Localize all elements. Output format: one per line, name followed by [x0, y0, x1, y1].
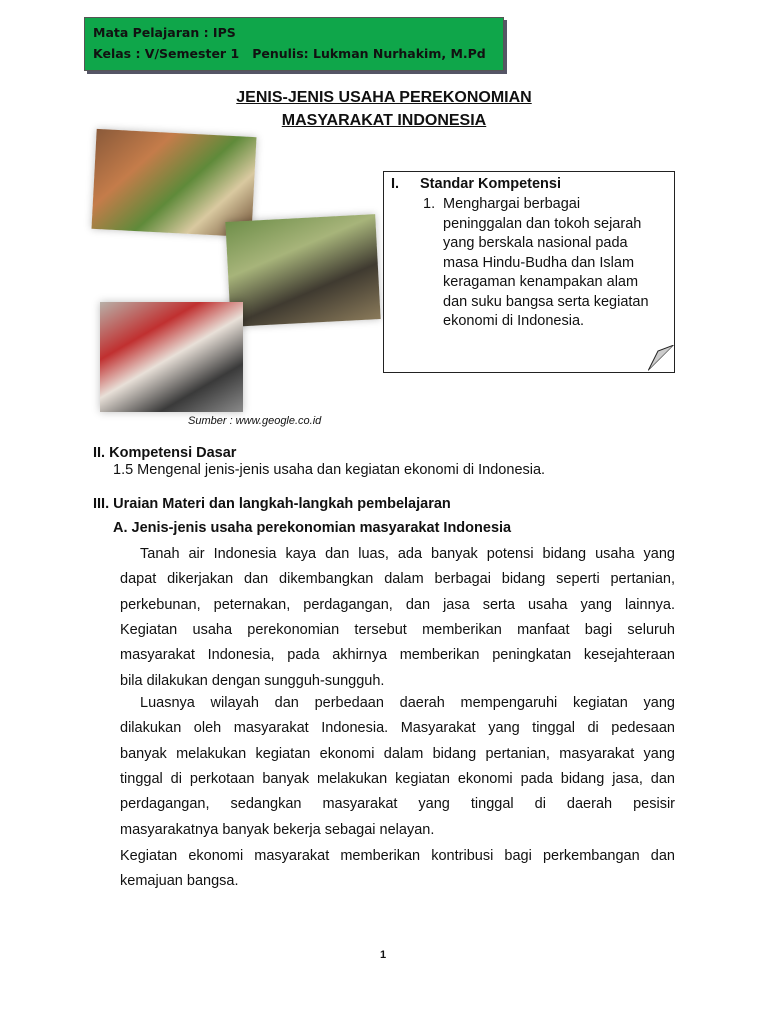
- standar-num: I.: [391, 176, 400, 192]
- paragraph-line: Tanah air Indonesia kaya dan luas, ada banyak potensi bidang usaha yang: [140, 546, 675, 562]
- standar-line: Menghargai berbagai: [443, 196, 581, 212]
- paragraph-line: dapat dikerjakan dan dikembangkan dalam berbagai bidang seperti pertanian,: [120, 571, 675, 588]
- standar-line: masa Hindu-Budha dan Islam: [443, 254, 635, 271]
- standar-item-num: 1.: [423, 196, 436, 212]
- uraian-heading: III. Uraian Materi dan langkah-langkah pembelajaran: [93, 496, 451, 512]
- paragraph-line: masyarakatnya banyak bekerja sebagai nelayan.: [120, 821, 435, 838]
- farmers-buffalo-photo: [225, 214, 380, 327]
- paragraph-line: Luasnya wilayah dan perbedaan daerah mempengaruhi kegiatan yang: [140, 695, 675, 711]
- paragraph-line: Kegiatan ekonomi masyarakat memberikan kontribusi bagi perkembangan dan: [120, 848, 675, 864]
- standar-line: ekonomi di Indonesia.: [443, 313, 585, 329]
- standar-heading: Standar Kompetensi: [420, 176, 561, 192]
- class-author-label: Kelas : V/Semester 1 Penulis: Lukman Nurhakim, M.Pd: [93, 46, 486, 61]
- subject-label: Mata Pelajaran : IPS: [93, 25, 236, 40]
- paragraph-line: perdagangan, sedangkan masyarakat yang tinggal di daerah pesisir: [120, 796, 675, 813]
- subject-header-box: [84, 17, 504, 71]
- page-title-line2: MASYARAKAT INDONESIA: [281, 112, 487, 129]
- paragraph-line: masyarakat Indonesia, pada akhirnya memberikan peningkatan kesejahteraan: [120, 647, 675, 664]
- paragraph-line: tinggal di perkotaan banyak melakukan kegiatan ekonomi pada bidang jasa, dan: [120, 770, 675, 787]
- standar-line: dan suku bangsa serta kegiatan: [443, 293, 649, 310]
- kd-heading: II. Kompetensi Dasar: [93, 445, 237, 461]
- paragraph-line: Kegiatan usaha perekonomian tersebut memberikan manfaat bagi seluruh: [120, 621, 675, 638]
- kd-item: 1.5 Mengenal jenis-jenis usaha dan kegiatan ekonomi di Indonesia.: [113, 462, 546, 478]
- standar-line: keragaman kenampakan alam: [443, 274, 639, 290]
- paragraph-line: banyak melakukan kegiatan ekonomi dalam bidang pertanian, masyarakat yang: [120, 745, 675, 762]
- becak-photo: [100, 302, 243, 412]
- image-caption: Sumber : www.geogle.co.id: [188, 415, 322, 427]
- standar-line: yang berskala nasional pada: [443, 235, 628, 251]
- page-title-line1: JENIS-JENIS USAHA PEREKONOMIAN: [236, 89, 532, 106]
- paragraph-line: dilakukan oleh masyarakat Indonesia. Masyarakat yang tinggal di pedesaan: [120, 720, 675, 737]
- page-curl-icon: [648, 345, 674, 371]
- section-a-heading: A. Jenis-jenis usaha perekonomian masyarakat Indonesia: [113, 520, 512, 536]
- standar-line: peninggalan dan tokoh sejarah: [443, 215, 642, 232]
- paragraph-line: bila dilakukan dengan sungguh-sungguh.: [120, 672, 385, 689]
- page-number: 1: [380, 949, 387, 961]
- paragraph-line: perkebunan, peternakan, perdagangan, dan jasa serta usaha yang lainnya.: [120, 596, 675, 613]
- paragraph-line: kemajuan bangsa.: [120, 873, 239, 890]
